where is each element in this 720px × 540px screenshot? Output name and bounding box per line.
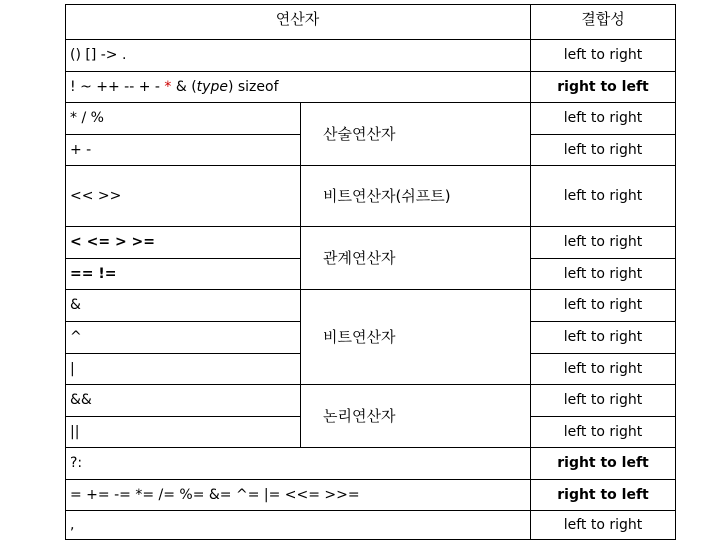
operator-text: || [70,423,80,440]
operator-cell [70,328,82,346]
operator-cell [70,486,360,504]
associativity-cell: left to right [563,329,643,345]
operator-text: = += -= *= /= %= &= ^= |= <<= >>= [70,486,360,503]
row-separator [65,510,676,511]
operator-cell [70,46,126,64]
group-label: 비트연산자 [323,327,396,346]
row-separator [530,134,676,135]
operator-text: & ( [171,78,197,95]
row-separator [65,165,676,166]
operator-precedence-table [65,4,676,540]
operator-cell [70,109,104,127]
row-separator [530,353,676,354]
associativity-cell: left to right [563,360,643,377]
associativity-cell: right to left [557,486,649,503]
operator-cell [70,516,74,534]
operator-cell [70,78,279,96]
associativity-cell: left to right [563,423,643,440]
group-divider [300,289,301,384]
associativity-cell: left to right [563,517,643,533]
group-label: 관계연산자 [323,248,396,267]
operator-text: & [70,297,81,313]
header-associativity: 결합성 [581,10,625,28]
group-divider [300,102,301,165]
operator-text: + - [70,141,92,158]
associativity-cell: left to right [563,234,643,250]
associativity-cell: left to right [563,110,643,126]
operator-text: () [] -> . [70,47,127,63]
row-separator [65,258,300,259]
row-separator [530,416,676,417]
group-label: 논리연산자 [323,406,396,425]
operator-text: == != [70,265,117,282]
operator-cell [70,454,82,472]
row-separator [65,321,300,322]
associativity-cell: right to left [557,455,649,471]
operator-text: | [70,360,75,377]
row-separator [65,134,300,135]
operator-cell [70,296,81,314]
associativity-cell: left to right [563,297,643,313]
group-divider [300,226,301,289]
operator-cell [70,423,79,441]
operator-text: type [196,78,228,95]
row-separator [65,353,300,354]
associativity-cell: left to right [563,141,643,158]
operator-text: < <= > >= [70,234,156,250]
operator-cell [70,187,121,205]
row-separator [65,71,676,72]
associativity-cell: right to left [557,78,649,95]
row-separator [65,289,676,290]
associativity-cell: left to right [563,265,643,282]
row-separator [65,384,676,385]
operator-cell [70,391,92,409]
group-divider [300,165,301,226]
row-separator [65,39,676,40]
operator-text: * / % [70,110,104,126]
row-separator [530,321,676,322]
associativity-cell: left to right [563,187,643,204]
operator-text: << >> [70,187,122,204]
associativity-cell: left to right [563,392,643,408]
header-operator: 연산자 [275,10,320,28]
operator-text: , [70,517,75,533]
operator-cell [70,360,75,378]
row-separator [65,447,676,448]
operator-text: * [164,78,172,95]
operator-text: ) sizeof [227,78,279,95]
operator-cell [70,265,116,283]
row-separator [65,416,300,417]
operator-cell [70,141,91,159]
operator-text: && [70,392,92,408]
group-label: 비트연산자(쉬프트) [323,186,451,205]
row-separator [65,226,676,227]
associativity-cell: left to right [563,47,643,63]
row-separator [65,102,676,103]
operator-text: ! ~ ++ -- + - [70,78,165,95]
operator-cell [70,233,155,251]
operator-text: ^ [70,329,82,345]
row-separator [65,479,676,480]
group-label: 산술연산자 [323,124,396,143]
operator-text: ?: [70,455,83,471]
row-separator [530,258,676,259]
group-divider [300,384,301,447]
